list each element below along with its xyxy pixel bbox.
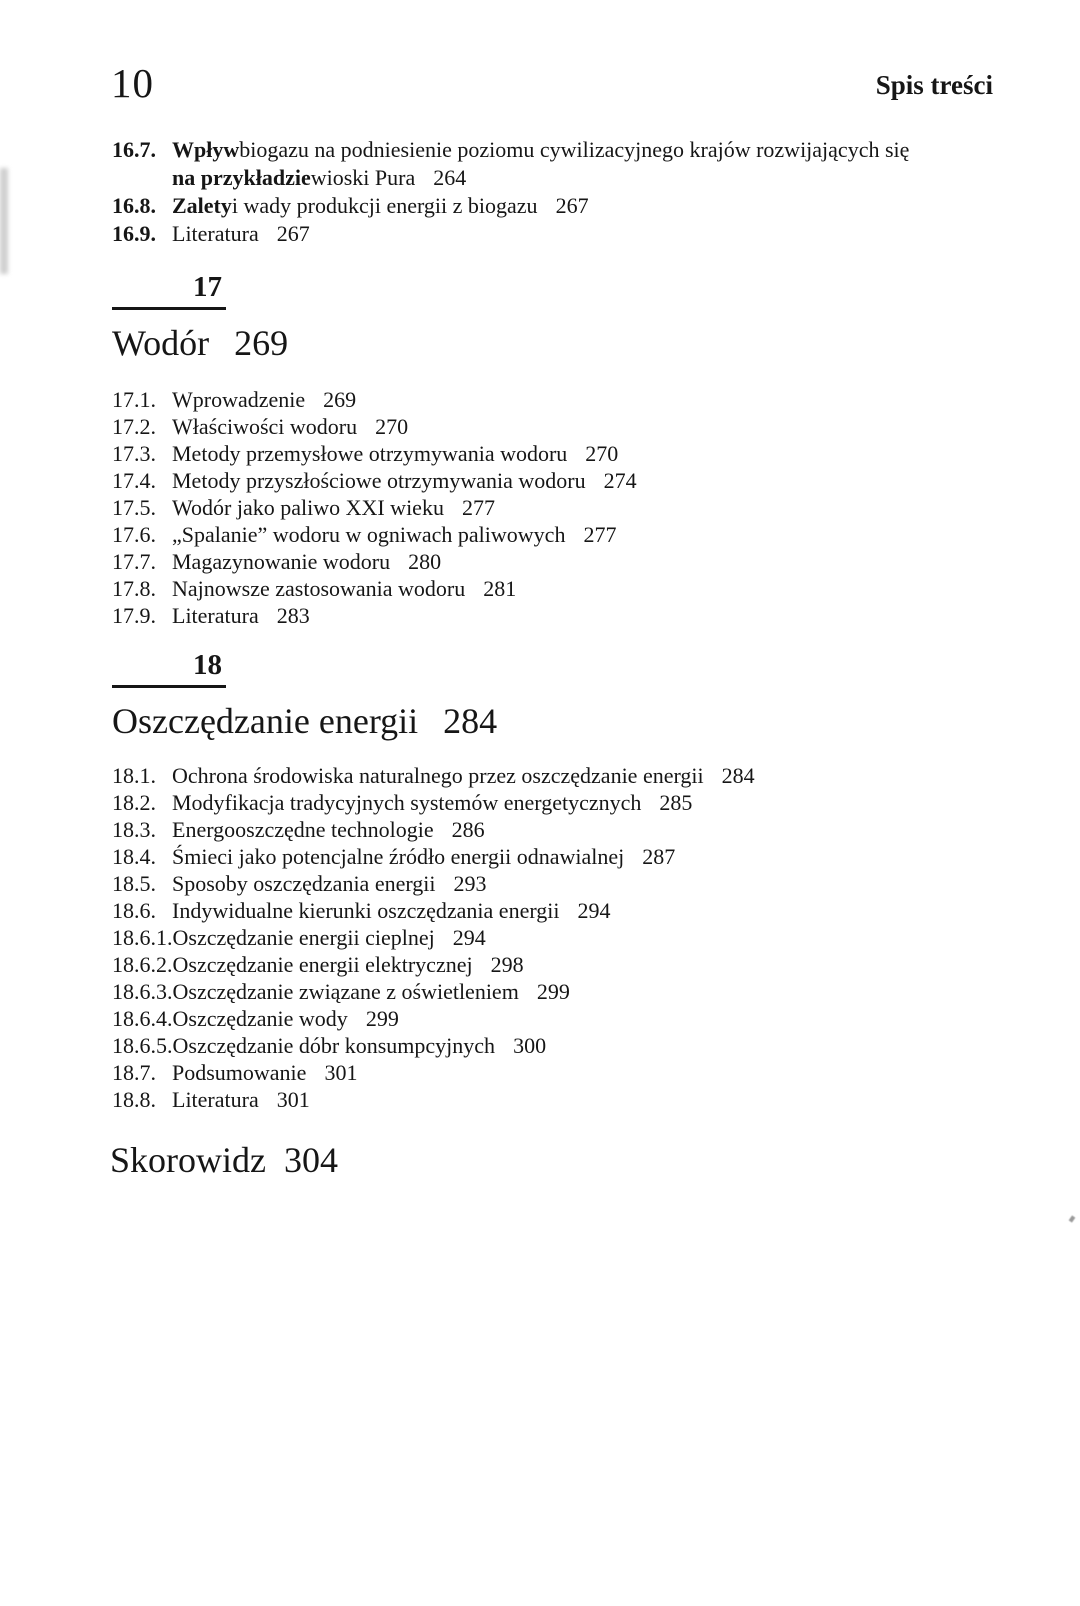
entry-title: Wodór jako paliwo XXI wieku <box>172 495 444 520</box>
entry-number: 18.6.3. <box>112 979 173 1004</box>
scan-artifact-speck <box>1069 1215 1076 1222</box>
entry-title: Literatura <box>172 1087 259 1112</box>
entry-title: Indywidualne kierunki oszczędzania energii <box>172 898 560 923</box>
entry-title: Literatura <box>172 221 259 246</box>
chapter-18-title: Oszczędzanie energii <box>112 701 419 741</box>
entry-page-number: 274 <box>603 468 637 493</box>
entry-number: 18.3. <box>112 817 156 842</box>
toc-entry-line <box>112 897 1020 924</box>
entry-title: Modyfikacja tradycyjnych systemów energetycznych <box>172 790 642 815</box>
toc-entry-line <box>112 789 1020 816</box>
entry-title: Wprowadzenie <box>172 387 306 412</box>
entry-number: 17.2. <box>112 414 156 439</box>
chapter-18-title-row <box>112 701 497 741</box>
entry-page-number: 294 <box>452 925 486 950</box>
entry-number: 18.8. <box>112 1087 156 1112</box>
chapter-18-heading <box>112 650 497 741</box>
entry-page-number: 287 <box>642 844 676 869</box>
entry-title: Literatura <box>172 603 259 628</box>
entry-title: Oszczędzanie energii cieplnej <box>172 925 435 950</box>
entry-number: 18.6. <box>112 898 156 923</box>
toc-entries-chapter-18 <box>112 762 1020 1113</box>
toc-entry-line <box>112 951 1020 978</box>
entry-page-number: 294 <box>577 898 611 923</box>
toc-entry-line <box>112 467 1020 494</box>
toc-entry-line <box>112 220 1020 248</box>
entry-number: 16.7. <box>112 137 156 162</box>
entry-number: 17.3. <box>112 441 156 466</box>
entry-number: 17.8. <box>112 576 156 601</box>
entry-title: Najnowsze zastosowania wodoru <box>172 576 466 601</box>
toc-entry-line <box>112 1059 1020 1086</box>
toc-entry-line <box>112 521 1020 548</box>
entry-page-number: 280 <box>408 549 442 574</box>
toc-entries-chapter-17 <box>112 386 1020 629</box>
toc-entry-line <box>112 843 1020 870</box>
toc-entry-line <box>112 1005 1020 1032</box>
toc-entry-line <box>112 494 1020 521</box>
toc-entry-line <box>112 816 1020 843</box>
entry-number: 17.4. <box>112 468 156 493</box>
entry-number: 16.8. <box>112 193 156 218</box>
entry-title: Ochrona środowiska naturalnego przez oszczędzanie energii <box>172 763 704 788</box>
toc-entries-chapter-16 <box>112 136 1020 248</box>
entry-page-number: 301 <box>324 1060 358 1085</box>
entry-page-number: 267 <box>276 221 310 246</box>
entry-page-number: 281 <box>483 576 517 601</box>
entry-number: 16.9. <box>112 221 156 246</box>
entry-title: Metody przyszłościowe otrzymywania wodoru <box>172 468 586 493</box>
entry-title: Oszczędzanie dóbr konsumpcyjnych <box>172 1033 496 1058</box>
entry-page-number: 301 <box>276 1087 310 1112</box>
entry-page-number: 293 <box>453 871 487 896</box>
toc-entry-line <box>112 1032 1020 1059</box>
entry-number: 17.5. <box>112 495 156 520</box>
entry-number: 18.5. <box>112 871 156 896</box>
toc-entry-line <box>112 164 1020 192</box>
toc-entry-line <box>112 924 1020 951</box>
toc-entry-line <box>112 762 1020 789</box>
entry-title: Magazynowanie wodoru <box>172 549 391 574</box>
toc-entry-line <box>112 386 1020 413</box>
entry-page-number: 264 <box>433 165 467 190</box>
chapter-17-heading <box>112 272 288 363</box>
chapter-17-page-number: 269 <box>234 323 289 363</box>
entry-title-bold-lead: na przykładzie <box>172 165 311 190</box>
page-number: 10 <box>111 60 154 106</box>
entry-page-number: 299 <box>365 1006 399 1031</box>
index-heading <box>110 1140 338 1180</box>
entry-page-number: 286 <box>451 817 485 842</box>
toc-entry-line <box>112 1086 1020 1113</box>
entry-page-number: 269 <box>323 387 357 412</box>
entry-title: „Spalanie” wodoru w ogniwach paliwowych <box>172 522 566 547</box>
entry-title: Śmieci jako potencjalne źródło energii odnawialnej <box>172 844 625 869</box>
entry-number: 17.6. <box>112 522 156 547</box>
entry-title: i wady produkcji energii z biogazu <box>231 193 538 218</box>
entry-number: 17.7. <box>112 549 156 574</box>
entry-title: Oszczędzanie związane z oświetleniem <box>172 979 519 1004</box>
entry-page-number: 270 <box>585 441 619 466</box>
chapter-17-title: Wodór <box>112 323 210 363</box>
entry-title: Właściwości wodoru <box>172 414 358 439</box>
entry-number: 18.7. <box>112 1060 156 1085</box>
entry-number: 18.6.5. <box>112 1033 173 1058</box>
entry-page-number: 277 <box>583 522 617 547</box>
entry-page-number: 267 <box>555 193 589 218</box>
entry-page-number: 285 <box>659 790 693 815</box>
entry-title: Oszczędzanie energii elektrycznej <box>172 952 473 977</box>
entry-title: Sposoby oszczędzania energii <box>172 871 436 896</box>
toc-entry-line <box>112 870 1020 897</box>
index-page-number: 304 <box>284 1140 338 1180</box>
toc-entry-line <box>112 440 1020 467</box>
entry-title: wioski Pura <box>310 165 416 190</box>
entry-title: biogazu na podniesienie poziomu cywilizacyjnego krajów rozwijających się <box>239 137 910 162</box>
entry-number: 18.6.1. <box>112 925 173 950</box>
entry-title: Oszczędzanie wody <box>172 1006 348 1031</box>
entry-page-number: 299 <box>536 979 570 1004</box>
entry-number: 17.9. <box>112 603 156 628</box>
toc-entry-line <box>112 548 1020 575</box>
toc-entry-line <box>112 192 1020 220</box>
chapter-17-number: 17 <box>112 272 226 310</box>
toc-entry-line <box>112 413 1020 440</box>
entry-title-bold-lead: Zalety <box>172 193 232 218</box>
chapter-17-title-row <box>112 323 288 363</box>
entry-title: Metody przemysłowe otrzymywania wodoru <box>172 441 568 466</box>
toc-entry-line <box>112 575 1020 602</box>
toc-entry-line <box>112 136 1020 164</box>
entry-number: 17.1. <box>112 387 156 412</box>
chapter-18-page-number: 284 <box>443 701 498 741</box>
toc-entry-line <box>112 978 1020 1005</box>
chapter-18-number: 18 <box>112 650 226 688</box>
entry-number: 18.1. <box>112 763 156 788</box>
entry-number: 18.2. <box>112 790 156 815</box>
entry-page-number: 298 <box>490 952 524 977</box>
entry-page-number: 270 <box>375 414 409 439</box>
entry-page-number: 284 <box>721 763 755 788</box>
entry-page-number: 277 <box>461 495 495 520</box>
index-title: Skorowidz <box>110 1140 266 1180</box>
entry-title: Podsumowanie <box>172 1060 307 1085</box>
toc-entry-line <box>112 602 1020 629</box>
scan-artifact-band <box>0 168 8 274</box>
entry-page-number: 283 <box>276 603 310 628</box>
entry-number: 18.4. <box>112 844 156 869</box>
entry-number: 18.6.2. <box>112 952 173 977</box>
entry-title: Energooszczędne technologie <box>172 817 434 842</box>
running-title: Spis treści <box>875 70 993 100</box>
entry-page-number: 300 <box>513 1033 547 1058</box>
entry-title-bold-lead: Wpływ <box>172 137 240 162</box>
entry-number: 18.6.4. <box>112 1006 173 1031</box>
